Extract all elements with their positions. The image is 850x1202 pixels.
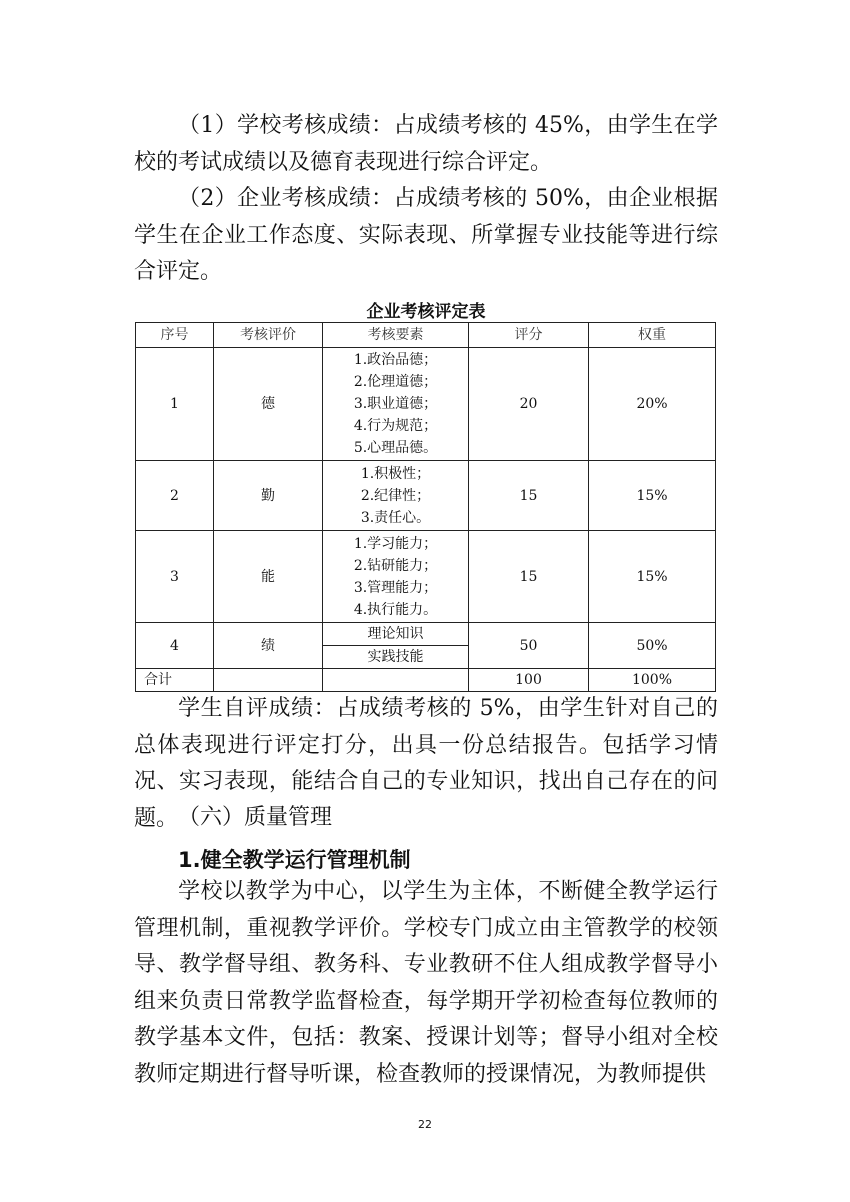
row-category: 德	[214, 348, 323, 461]
row-no: 2	[136, 461, 214, 531]
header-no: 序号	[136, 323, 214, 348]
paragraph-teaching-management: 学校以教学为中心，以学生为主体，不断健全教学运行管理机制，重视教学评价。学校专门成立由主管教学的校领导、教学督导组、教务科、专业教研不住人组成教学督导小组来负责日常教学监督检查，每学期开学初检查每位教师的教学基本文件，包括：教案、授课计划等；督导小组对全校教师定期进行督导听课，检查教师的授课情况，为教师提供	[134, 879, 718, 1087]
table-total-row	[136, 669, 716, 692]
empty-cell	[214, 669, 323, 692]
paragraph-enterprise-assessment: （2）企业考核成绩：占成绩考核的 50%，由企业根据学生在企业工作态度、实际表现、所掌握专业技能等进行综合评定。	[134, 186, 718, 284]
table-row	[136, 348, 716, 461]
item-practice: 实践技能	[367, 649, 424, 665]
row-score: 15	[469, 531, 589, 623]
row-items	[323, 623, 469, 669]
item: 3.管理能力；	[353, 579, 438, 596]
item: 1.积极性；	[360, 465, 431, 482]
header-category: 考核评价	[214, 323, 323, 348]
row-items	[323, 531, 469, 623]
total-label: 合计	[136, 669, 214, 692]
row-no: 3	[136, 531, 214, 623]
item: 5.心理品德。	[353, 440, 438, 456]
row-weight: 50%	[589, 623, 716, 669]
table-title: 企业考核评定表	[366, 302, 486, 322]
header-weight: 权重	[589, 323, 716, 348]
section-heading-quality: （六）质量管理	[178, 805, 333, 830]
row-weight: 20%	[589, 348, 716, 461]
enterprise-evaluation-table	[135, 322, 716, 692]
row-score: 20	[469, 348, 589, 461]
item: 3.责任心。	[360, 509, 431, 526]
item: 2.纪律性；	[360, 487, 431, 504]
row-score: 50	[469, 623, 589, 669]
item: 1.学习能力；	[353, 535, 438, 552]
row-weight: 15%	[589, 461, 716, 531]
row-category: 勤	[214, 461, 323, 531]
paragraph-school-assessment: （1）学校考核成绩：占成绩考核的 45%，由学生在学校的考试成绩以及德育表现进行综合评定。	[134, 113, 718, 175]
item: 2.伦理道德；	[353, 374, 438, 390]
total-weight: 100%	[589, 669, 716, 692]
item: 4.执行能力。	[353, 601, 438, 618]
paragraph-self-assessment: 学生自评成绩：占成绩考核的 5%，由学生针对自己的总体表现进行评定打分，出具一份总结报告。包括学习情况、实习表现，能结合自己的专业知识，找出自己存在的问题。	[134, 696, 718, 831]
table-row	[136, 461, 716, 531]
row-weight: 15%	[589, 531, 716, 623]
item: 4.行为规范；	[353, 418, 438, 434]
row-score: 15	[469, 461, 589, 531]
row-no: 4	[136, 623, 214, 669]
item: 2.钻研能力；	[353, 557, 438, 574]
row-category: 绩	[214, 623, 323, 669]
empty-cell	[323, 669, 469, 692]
item: 1.政治品德；	[353, 352, 438, 368]
total-score: 100	[469, 669, 589, 692]
item-theory: 理论知识	[323, 623, 468, 646]
page-number: 22	[418, 1118, 432, 1131]
row-category: 能	[214, 531, 323, 623]
item: 3.职业道德；	[353, 396, 438, 412]
table-row	[136, 623, 716, 669]
header-items: 考核要素	[323, 323, 469, 348]
row-no: 1	[136, 348, 214, 461]
row-items	[323, 348, 469, 461]
subheading-teaching-management: 1.健全教学运行管理机制	[178, 848, 411, 872]
header-score: 评分	[469, 323, 589, 348]
table-row	[136, 531, 716, 623]
row-items	[323, 461, 469, 531]
table-header-row	[136, 323, 716, 348]
